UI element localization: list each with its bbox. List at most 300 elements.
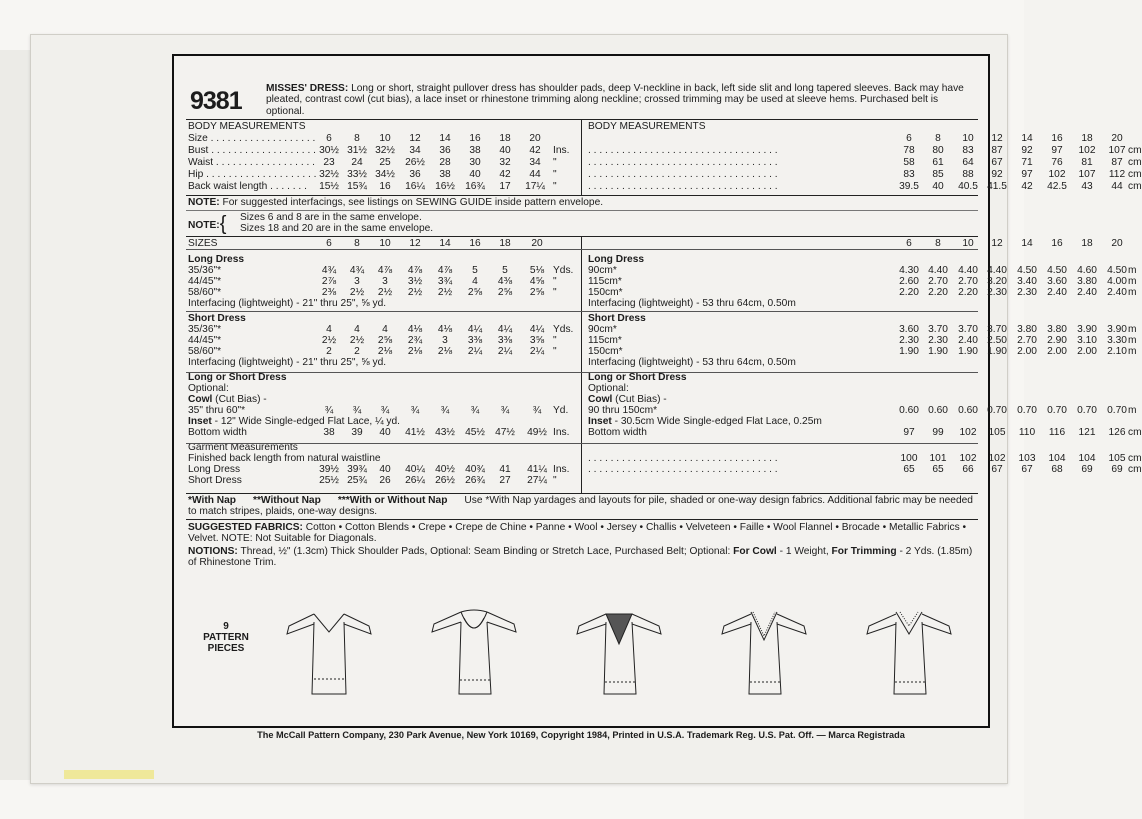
table-cell: 2.00 (1047, 346, 1067, 357)
table-cell: 4⅝ (529, 276, 545, 287)
table-cell: 1.90 (958, 346, 978, 357)
table-cell: 39.5 (899, 181, 919, 192)
table-cell: 3.40 (1017, 276, 1037, 287)
table-cell: 14 (439, 133, 451, 144)
bottom-width: Bottom width (588, 427, 647, 438)
table-cell: 40 (932, 181, 944, 192)
unit-label: " (553, 276, 557, 287)
table-cell: 8 (354, 133, 360, 144)
unit-label: Yds. (553, 265, 574, 276)
table-cell: 2.50 (987, 335, 1007, 346)
dot-leader: . . . . . . . . . . . . . . . . . . . . . . . . . . . . . . . . . . (588, 145, 778, 156)
fabric-width: 150cm* (588, 287, 623, 298)
table-cell: 121 (1078, 427, 1096, 438)
table-cell: 4 (354, 324, 360, 335)
table-cell: ¾ (352, 405, 362, 416)
table-cell: 68 (1051, 464, 1063, 475)
table-cell: 69 (1111, 464, 1123, 475)
table-cell: 0.60 (928, 405, 948, 416)
table-cell: 40 (469, 169, 481, 180)
table-cell: 69 (1081, 464, 1093, 475)
table-cell: 42 (1021, 181, 1033, 192)
table-cell: 2⅛ (377, 346, 393, 357)
table-cell: 2.20 (958, 287, 978, 298)
table-cell: 4¾ (321, 265, 337, 276)
table-cell: 4.40 (928, 265, 948, 276)
table-cell: 8 (935, 133, 941, 144)
note-envelope-lines: Sizes 6 and 8 are in the same envelope. Sizes 18 and 20 are in the same envelope. (240, 212, 434, 235)
table-cell: 2.30 (1017, 287, 1037, 298)
table-cell: 2⅝ (377, 335, 393, 346)
table-cell: 67 (991, 464, 1003, 475)
size-header: 8 (935, 238, 941, 249)
table-cell: 41½ (405, 427, 425, 438)
fabric-width: 115cm* (588, 335, 622, 346)
table-cell: 3.20 (987, 276, 1007, 287)
table-cell: 4⅞ (407, 265, 423, 276)
table-cell: 41.5 (987, 181, 1007, 192)
table-cell: 32½ (375, 145, 395, 156)
unit-label: Yd. (553, 405, 569, 416)
size-header: 6 (906, 238, 912, 249)
table-cell: 112 (1108, 169, 1126, 180)
interfacing-note: Interfacing (lightweight) - 53 thru 64cm, 0.50m (588, 357, 796, 368)
table-cell: 34½ (375, 169, 395, 180)
unit-label: " (553, 181, 557, 192)
dress-view-cowl-icon (429, 604, 519, 699)
table-cell: 2⅛ (437, 346, 453, 357)
table-cell: ¾ (500, 405, 510, 416)
table-cell: 3.70 (928, 324, 948, 335)
table-cell: 58 (903, 157, 915, 168)
table-cell: 1.90 (987, 346, 1007, 357)
table-cell: 39½ (319, 464, 339, 475)
dress-view-inset-icon (574, 604, 664, 699)
table-cell: 85 (932, 169, 944, 180)
table-cell: 102 (988, 453, 1006, 464)
table-cell: 92 (991, 169, 1003, 180)
table-cell: 3¾ (437, 276, 453, 287)
fabric-width: 90cm* (588, 324, 617, 335)
table-cell: 14 (1021, 133, 1033, 144)
pattern-pieces-count: 9 PATTERN PIECES (203, 621, 249, 654)
dress-view-a-icon (284, 604, 374, 699)
long-or-short-title: Long or Short Dress (188, 372, 287, 383)
table-cell: 2½ (407, 287, 423, 298)
table-cell: 33½ (347, 169, 367, 180)
table-cell: 43½ (435, 427, 455, 438)
table-cell: 42 (529, 145, 541, 156)
size-header: 14 (439, 238, 451, 249)
table-cell: 64 (962, 157, 974, 168)
table-cell: 3⅜ (467, 335, 483, 346)
table-cell: 97 (1021, 169, 1033, 180)
unit-label: m (1128, 276, 1137, 287)
table-cell: 2¼ (497, 346, 513, 357)
table-cell: 97 (903, 427, 915, 438)
unit-label: cm (1128, 145, 1142, 156)
fabric-width: 90cm* (588, 265, 617, 276)
table-cell: 2.30 (987, 287, 1007, 298)
table-cell: 2.40 (1077, 287, 1097, 298)
table-cell: 102 (1078, 145, 1096, 156)
nap-legend: *With Nap **Without Nap ***With or Without Nap Use *With Nap yardages and layouts for pile, shaded or one-way design fabrics. Additional fabric may be needed to match stripes, plaids, one-way designs. (188, 495, 973, 518)
table-cell: 26 (379, 475, 391, 486)
short-dress-title: Short Dress (588, 313, 646, 324)
size-header: 8 (354, 238, 360, 249)
measurement-label: Bust . . . . . . . . . . . . . . . . . . . (188, 145, 316, 156)
table-cell: 81 (1081, 157, 1093, 168)
measurement-label: Hip . . . . . . . . . . . . . . . . . . . . (188, 169, 317, 180)
dot-leader: . . . . . . . . . . . . . . . . . . . . . . . . . . . . . . . . . . (588, 453, 778, 464)
table-cell: 6 (906, 133, 912, 144)
measurement-label: Size . . . . . . . . . . . . . . . . . . . (188, 133, 316, 144)
table-cell: 2.20 (928, 287, 948, 298)
cowl-width: 35" thru 60"* (188, 405, 246, 416)
fabric-width: 115cm* (588, 276, 622, 287)
dot-leader: . . . . . . . . . . . . . . . . . . . . . . . . . . . . . . . . . . (588, 169, 778, 180)
fabric-width: 58/60"* (188, 287, 222, 298)
garment-short: Short Dress (188, 475, 242, 486)
size-header: 20 (531, 238, 543, 249)
table-cell: 2.60 (899, 276, 919, 287)
unit-label: cm (1128, 464, 1142, 475)
table-cell: 32 (499, 157, 511, 168)
table-cell: 2⅞ (321, 276, 337, 287)
table-cell: 4 (326, 324, 332, 335)
table-cell: 24 (351, 157, 363, 168)
table-cell: 107 (1108, 145, 1126, 156)
table-cell: 102 (959, 427, 977, 438)
body-measurements-heading: BODY MEASUREMENTS (188, 121, 306, 132)
table-cell: 0.70 (1017, 405, 1037, 416)
table-cell: 3.80 (1077, 276, 1097, 287)
table-cell: 2.90 (1047, 335, 1067, 346)
unit-label: cm (1128, 181, 1142, 192)
table-cell: 65 (932, 464, 944, 475)
table-cell: 16½ (435, 181, 455, 192)
fabric-width: 44/45"* (188, 276, 222, 287)
table-cell: 34 (529, 157, 541, 168)
table-cell: 34 (409, 145, 421, 156)
dot-leader: . . . . . . . . . . . . . . . . . . . . . . . . . . . . . . . . . . (588, 181, 778, 192)
table-cell: 4.30 (899, 265, 919, 276)
inset-note: Inset - 12" Wide Single-edged Flat Lace, ¼ yd. (188, 416, 401, 427)
unit-label: " (553, 335, 557, 346)
table-cell: 2¾ (407, 335, 423, 346)
table-cell: 40½ (435, 464, 455, 475)
table-cell: 5 (472, 265, 478, 276)
cowl-label: Cowl (Cut Bias) - (188, 394, 267, 405)
table-cell: 3.90 (1077, 324, 1097, 335)
table-cell: 0.70 (1107, 405, 1127, 416)
table-cell: 2½ (437, 287, 453, 298)
table-cell: 44 (1111, 181, 1123, 192)
short-dress-title: Short Dress (188, 313, 246, 324)
interfacing-note: Interfacing (lightweight) - 53 thru 64cm, 0.50m (588, 298, 796, 309)
table-cell: 107 (1078, 169, 1096, 180)
dress-view-trim-icon (719, 604, 809, 699)
table-cell: 4.40 (958, 265, 978, 276)
table-cell: 4.50 (1107, 265, 1127, 276)
table-cell: 18 (1081, 133, 1093, 144)
unit-label: m (1128, 324, 1137, 335)
table-cell: ¾ (440, 405, 450, 416)
table-cell: 18 (499, 133, 511, 144)
table-cell: 2⅝ (497, 287, 513, 298)
table-cell: 4 (472, 276, 478, 287)
unit-label: " (553, 157, 557, 168)
table-cell: 2.40 (958, 335, 978, 346)
table-cell: 6 (326, 133, 332, 144)
table-cell: 3.60 (1047, 276, 1067, 287)
size-header: 10 (379, 238, 391, 249)
table-cell: 67 (1021, 464, 1033, 475)
table-cell: 36 (409, 169, 421, 180)
table-cell: 92 (1021, 145, 1033, 156)
table-cell: 2¼ (529, 346, 545, 357)
table-cell: 39 (351, 427, 363, 438)
table-cell: 2¼ (467, 346, 483, 357)
size-header: 16 (469, 238, 481, 249)
table-cell: 32½ (319, 169, 339, 180)
fabric-width: 44/45"* (188, 335, 222, 346)
table-cell: 99 (932, 427, 944, 438)
body-measurements-heading: BODY MEASUREMENTS (588, 121, 706, 132)
table-cell: 27¼ (527, 475, 547, 486)
unit-label: m (1128, 335, 1137, 346)
table-cell: 15½ (319, 181, 339, 192)
table-cell: 42.5 (1047, 181, 1067, 192)
table-cell: 2 (354, 346, 360, 357)
table-cell: 43 (1081, 181, 1093, 192)
table-cell: 41¼ (527, 464, 547, 475)
unit-label: Ins. (553, 427, 570, 438)
table-cell: 20 (1111, 133, 1123, 144)
table-cell: 0.60 (899, 405, 919, 416)
table-cell: 30 (469, 157, 481, 168)
table-cell: 104 (1048, 453, 1066, 464)
note-interfacing: NOTE: For suggested interfacings, see listings on SEWING GUIDE inside pattern envelope. (188, 197, 604, 208)
table-cell: 100 (900, 453, 918, 464)
table-cell: ¾ (324, 405, 334, 416)
dot-leader: . . . . . . . . . . . . . . . . . . . . . . . . . . . . . . . . . . (588, 464, 778, 475)
table-cell: 4⅛ (407, 324, 423, 335)
table-cell: 76 (1051, 157, 1063, 168)
measurement-label: Waist . . . . . . . . . . . . . . . . . . (188, 157, 315, 168)
cowl-width: 90 thru 150cm* (588, 405, 658, 416)
table-cell: 3.90 (1107, 324, 1127, 335)
table-cell: 26¼ (405, 475, 425, 486)
fabric-width: 35/36"* (188, 324, 222, 335)
inset-note: Inset - 30.5cm Wide Single-edged Flat Lace, 0.25m (588, 416, 822, 427)
table-cell: 0.60 (958, 405, 978, 416)
table-cell: 80 (932, 145, 944, 156)
unit-label: Yds. (553, 324, 574, 335)
table-cell: 2⅜ (321, 287, 337, 298)
table-cell: 47½ (495, 427, 515, 438)
optional-label: Optional: (188, 383, 229, 394)
table-cell: 17¼ (525, 181, 545, 192)
table-cell: 25 (379, 157, 391, 168)
table-cell: 40¾ (465, 464, 485, 475)
table-cell: 4⅛ (437, 324, 453, 335)
table-cell: 61 (932, 157, 944, 168)
table-cell: 83 (903, 169, 915, 180)
table-cell: 2⅛ (407, 346, 423, 357)
table-cell: 4.50 (1017, 265, 1037, 276)
garment-title: Garment Measurements (188, 442, 298, 453)
dot-leader: . . . . . . . . . . . . . . . . . . . . . . . . . . . . . . . . . . (588, 157, 778, 168)
table-cell: 28 (439, 157, 451, 168)
table-cell: 44 (529, 169, 541, 180)
description-text: Long or short, straight pullover dress has shoulder pads, deep V-neckline in back, left side slit and long tapered sleeves. Back may have pleated, contrast cowl (cut bias), a lace inset or rhinestone trimming along neckline; crossed trimming may be used at sleeve hems. Purchased belt is optional. (266, 83, 964, 117)
table-cell: 2.10 (1107, 346, 1127, 357)
table-cell: 3.70 (987, 324, 1007, 335)
table-cell: 12 (991, 133, 1003, 144)
notions: NOTIONS: Thread, ½" (1.3cm) Thick Shoulder Pads, Optional: Seam Binding or Stretch Lace, Purchased Belt; Optional: For Cowl - 1 Weight, For Trimming - 2 Yds. (1.85m) of Rhinestone Trim. (188, 546, 973, 569)
table-cell: 3 (382, 276, 388, 287)
table-cell: 2⅝ (529, 287, 545, 298)
size-header: 18 (1081, 238, 1093, 249)
pattern-title: MISSES' DRESS: (266, 83, 349, 94)
table-cell: 4.00 (1107, 276, 1127, 287)
table-cell: 16 (469, 133, 481, 144)
table-cell: 4⅜ (497, 276, 513, 287)
table-cell: 2½ (349, 287, 365, 298)
table-cell: 0.70 (1047, 405, 1067, 416)
table-cell: 4¼ (467, 324, 483, 335)
long-dress-title: Long Dress (588, 254, 645, 265)
measurement-label: Back waist length . . . . . . . (188, 181, 307, 192)
table-cell: 97 (1051, 145, 1063, 156)
unit-label: cm (1128, 453, 1142, 464)
table-cell: 88 (962, 169, 974, 180)
publisher-footer: The McCall Pattern Company, 230 Park Avenue, New York 10169, Copyright 1984, Printed in U.S.A. Trademark Reg. U.S. Pat. Off. — Marca Registrada (257, 730, 905, 740)
table-cell: 2.30 (899, 335, 919, 346)
table-cell: 49½ (527, 427, 547, 438)
table-cell: 40 (499, 145, 511, 156)
table-cell: 66 (962, 464, 974, 475)
fabric-width: 150cm* (588, 346, 623, 357)
table-cell: 40 (379, 464, 391, 475)
table-cell: 42 (499, 169, 511, 180)
table-cell: 4 (382, 324, 388, 335)
unit-label: m (1128, 287, 1137, 298)
unit-label: cm (1128, 169, 1142, 180)
table-cell: 4¼ (529, 324, 545, 335)
pattern-description (266, 83, 978, 117)
sizes-label: SIZES (188, 238, 218, 249)
table-cell: 40¼ (405, 464, 425, 475)
table-cell: ¾ (410, 405, 420, 416)
size-header: 16 (1051, 238, 1063, 249)
long-or-short-title: Long or Short Dress (588, 372, 687, 383)
table-cell: 31½ (347, 145, 367, 156)
table-cell: 110 (1018, 427, 1036, 438)
table-cell: 104 (1078, 453, 1096, 464)
table-cell: 4.50 (1047, 265, 1067, 276)
size-header: 18 (499, 238, 511, 249)
table-cell: 3.60 (899, 324, 919, 335)
table-cell: 2½ (321, 335, 337, 346)
table-cell: 26½ (405, 157, 425, 168)
table-cell: 45½ (465, 427, 485, 438)
unit-label: Ins. (553, 145, 570, 156)
unit-label: cm (1128, 157, 1142, 168)
table-cell: 65 (903, 464, 915, 475)
table-cell: 2.70 (958, 276, 978, 287)
unit-label: m (1128, 346, 1137, 357)
table-cell: 105 (1108, 453, 1126, 464)
size-header: 12 (409, 238, 421, 249)
table-cell: 38 (469, 145, 481, 156)
table-cell: 40.5 (958, 181, 978, 192)
table-cell: 4⅞ (437, 265, 453, 276)
table-cell: 4.60 (1077, 265, 1097, 276)
interfacing-note: Interfacing (lightweight) - 21" thru 25", ⅝ yd. (188, 298, 387, 309)
unit-label: " (553, 346, 557, 357)
table-cell: 67 (991, 157, 1003, 168)
table-cell: 102 (1048, 169, 1066, 180)
cowl-label: Cowl (Cut Bias) - (588, 394, 667, 405)
table-cell: 40 (379, 427, 391, 438)
table-cell: 2.00 (1077, 346, 1097, 357)
table-cell: 105 (988, 427, 1006, 438)
table-cell: 2.40 (1047, 287, 1067, 298)
table-cell: 38 (439, 169, 451, 180)
table-cell: 30½ (319, 145, 339, 156)
table-cell: 2 (326, 346, 332, 357)
table-cell: 16¼ (405, 181, 425, 192)
table-cell: 12 (409, 133, 421, 144)
optional-label: Optional: (588, 383, 629, 394)
table-cell: 0.70 (1077, 405, 1097, 416)
table-cell: 25½ (319, 475, 339, 486)
table-cell: 2.40 (1107, 287, 1127, 298)
table-cell: 25¾ (347, 475, 367, 486)
table-cell: 2⅝ (467, 287, 483, 298)
table-cell: 87 (1111, 157, 1123, 168)
pattern-number: 9381 (190, 87, 242, 115)
table-cell: 1.90 (899, 346, 919, 357)
table-cell: ¾ (470, 405, 480, 416)
table-cell: 41 (499, 464, 511, 475)
table-cell: 3 (442, 335, 448, 346)
size-header: 20 (1111, 238, 1123, 249)
table-cell: 2.70 (928, 276, 948, 287)
table-cell: 26¾ (465, 475, 485, 486)
table-cell: 3½ (407, 276, 423, 287)
table-cell: 16 (1051, 133, 1063, 144)
table-cell: 2.30 (928, 335, 948, 346)
fabric-width: 35/36"* (188, 265, 222, 276)
unit-label: m (1128, 405, 1137, 416)
table-cell: 10 (962, 133, 974, 144)
unit-label: " (553, 287, 557, 298)
table-cell: 20 (529, 133, 541, 144)
table-cell: 4⅞ (377, 265, 393, 276)
size-header: 10 (962, 238, 974, 249)
interfacing-note: Interfacing (lightweight) - 21" thru 25", ⅝ yd. (188, 357, 387, 368)
garment-long: Long Dress (188, 464, 241, 475)
table-cell: 4.40 (987, 265, 1007, 276)
table-cell: 27 (499, 475, 511, 486)
table-cell: 3.70 (958, 324, 978, 335)
unit-label: m (1128, 265, 1137, 276)
size-header: 14 (1021, 238, 1033, 249)
table-cell: 103 (1018, 453, 1036, 464)
